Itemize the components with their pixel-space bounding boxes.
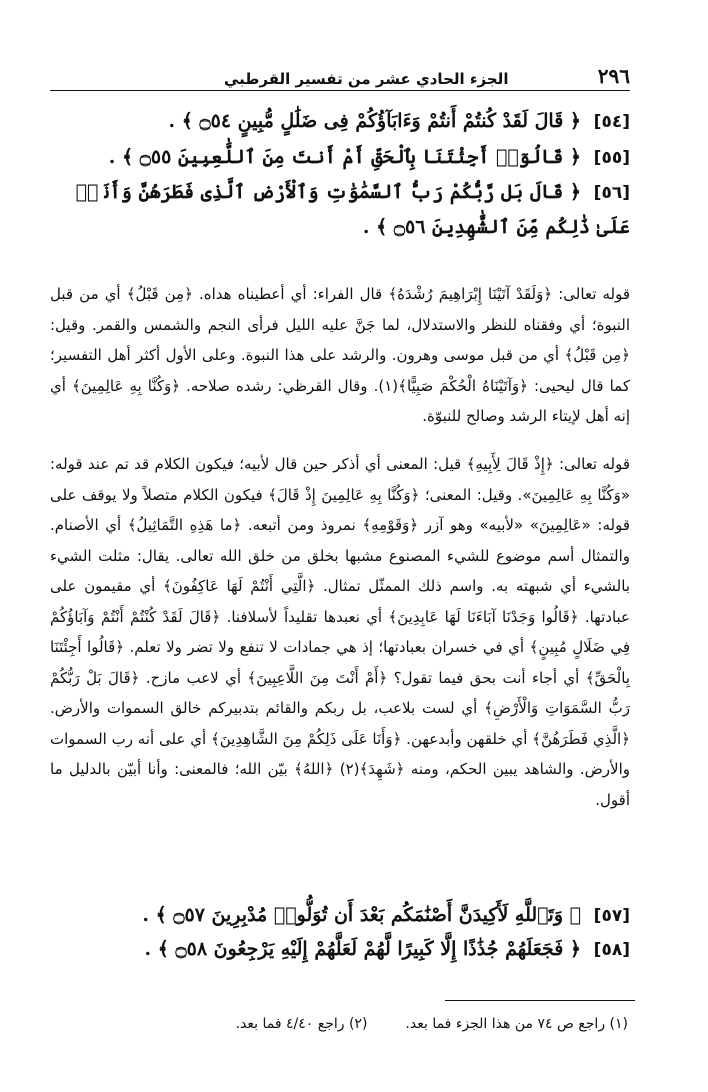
verse-text: ﴿ قَالَ لَقَدْ كُنتُمْ أَنتُمْ وَءَابَآؤُكُمْ فِى ضَلَٰلٍ مُّبِينٍ ۝٥٤ ﴾ . [168,110,582,132]
verse-text: ﴿ وَتَٱللَّهِ لَأَكِيدَنَّ أَصْنَٰمَكُم بَعْدَ أَن تُوَلُّوا۟ مُدْبِرِينَ ۝٥٧ ﴾ . [142,904,582,926]
verse-number: [٥٦] [593,183,630,203]
footnotes [100,1013,628,1035]
commentary-paragraph: قوله تعالى: ﴿وَلَقَدْ آتَيْنَا إِبْرَاهِيمَ رُشْدَهُ﴾ قال الفراء: أي أعطيناه هداه. ﴿مِن قَبْلُ﴾ أي من قبل النبوة؛ أي وفقناه للنظر والاستدلال، لما جَنَّ عليه الليل فرأى النجم والشمس والقمر. وقيل: ﴿مِن قَبْلُ﴾ أي من قبل موسى وهرون. والرشد على هذا النبوة. وعلى الأول أكثر أهل التفسير؛ كما قال ليحيى: ﴿وَآتَيْنَاهُ الْحُكْمَ صَبِيًّا﴾(١). وقال القرظي: رشده صلاحه. ﴿وَكُنَّا بِهِ عَالِمِينَ﴾ أي إنه أهل لإيتاء الرشد وصالح للنبوّة. [50,285,630,425]
verse-text: ﴿ قَالُوٓا۟ أَجِئْتَنَا بِٱلْحَقِّ أَمْ أَنتَ مِنَ ٱللَّٰعِبِينَ ۝٥٥ ﴾ . [108,146,582,168]
commentary-paragraph: قوله تعالى: ﴿إِذْ قَالَ لِأَبِيهِ﴾ قيل: المعنى أي أذكر حين قال لأبيه؛ فيكون الكلام قد تم عند قوله: «وَكُنَّا بِهِ عَالِمِينَ». وقيل: المعنى؛ ﴿وَكُنَّا بِهِ عَالِمِينَ إِذْ قَالَ﴾ فيكون الكلام متصلاً ولا يوقف على قوله: «عَالِمِينَ» «لأبيه» وهو آزر ﴿وَقَوْمِهِ﴾ نمروذ ومن أتبعه. ﴿ما هَذِهِ التَّمَاثِيلُ﴾ أي الأصنام. والتمثال أسم موضوع للشيء المصنوع مشبها بخلق من خلق الله تعالى. يقال: مثلت الشيء بالشيء أي شبهته به. واسم ذلك الممثّل تمثال. ﴿الَّتِي أَنْتُمْ لَهَا عَاكِفُونَ﴾ أي مقيمون على عبادتها. ﴿قَالُوا وَجَدْنَا آبَاءَنَا لَهَا عَابِدِينَ﴾ أي نعبدها تقليداً لأسلافنا. ﴿قَالَ لَقَدْ كُنْتُمْ أَنْتُمْ وَآبَاؤُكُمْ فِي ضَلَالٍ مُبِينٍ﴾ أي في خسران بعبادتها؛ إذ هي جمادات لا تنفع ولا تضر ولا تعلم. ﴿قَالُوا أَجِئْتَنَا بِالْحَقِّ﴾ أي أجاء أنت بحق فيما تقول؟ ﴿أَمْ أَنْتَ مِنَ اللَّاعِبِينَ﴾ أي لاعب مازح. ﴿قَالَ بَلْ رَبُّكُمْ رَبُّ السَّمَوَاتِ وَالْأَرْضِ﴾ أي لست بلاعب، بل ربكم والقائم بتدبيركم خالق السموات والأرض. ﴿الَّذِي فَطَرَهُنَّ﴾ أي خلقهن وأبدعهن. ﴿وَأَنَا عَلَى ذَلِكُمْ مِنَ الشَّاهِدِينَ﴾ أي على أنه رب السموات والأرض. والشاهد يبين الحكم، ومنه ﴿شَهِدَ﴾(٢) ﴿اللهُ﴾ بيّن الله؛ فالمعنى: وأنا أبيّن بالدليل ما أقول. [50,455,631,809]
verse-text: ﴿ فَجَعَلَهُمْ جُذَٰذًا إِلَّا كَبِيرًا لَّهُمْ لَعَلَّهُمْ إِلَيْهِ يَرْجِعُونَ ۝٥٨ ﴾ . [144,938,582,960]
verse-55 [50,140,630,175]
verse-number: [٥٧] [593,906,630,926]
running-title: الجزء الحادي عشر من تفسير القرطبي [224,70,509,88]
footnote-divider [445,1000,635,1001]
footnote: (١) راجع ص ٧٤ من هذا الجزء فما بعد. [405,1016,628,1032]
verse-56 [50,175,630,244]
verse-54 [50,104,630,139]
verse-number: [٥٤] [593,112,630,132]
verse-number: [٥٨] [593,940,630,960]
page-header [50,58,630,91]
footnote: (٢) راجع ٤/٤٠ فما بعد. [235,1016,368,1032]
page-number: ٢٩٦ [597,64,630,88]
verse-text: ﴿ قَالَ بَل رَّبُّكُمْ رَبُّ ٱلسَّمَٰوَٰتِ وَٱلْأَرْضِ ٱلَّذِى فَطَرَهُنَّ وَأَنَا۠ عَلَىٰ ذَٰلِكُم مِّنَ ٱلشَّٰهِدِينَ ۝٥٦ ﴾ . [75,181,630,238]
verse-number: [٥٥] [593,148,630,168]
verse-57 [50,898,630,933]
verse-58 [50,932,630,967]
